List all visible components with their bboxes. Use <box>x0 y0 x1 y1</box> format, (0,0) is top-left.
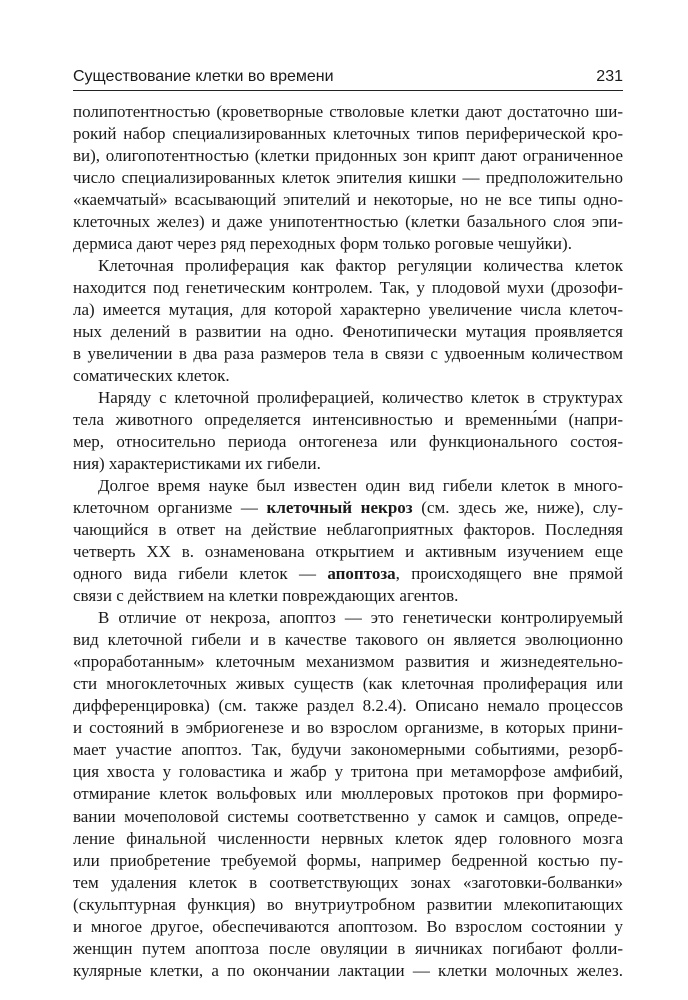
term-cell-necrosis: клеточный некроз <box>266 498 413 518</box>
text-line: «проработанным» клеточным механизмом развития и жизнедеятельно- <box>73 652 623 672</box>
text-line: четверть XX в. ознаменована открытием и активным изучением еще <box>73 542 623 562</box>
text-line: ви), олигопотентностью (клетки придонных зон крипт дают ограниченное <box>73 146 623 166</box>
text-line: рокий набор специализированных клеточных типов периферической кро- <box>73 124 623 144</box>
text-line: Наряду с клеточной пролиферацией, количество клеток в структурах <box>98 388 623 408</box>
paragraph-3 <box>73 387 623 475</box>
text-line: вид клеточной гибели и в качестве такового он является эволюционно <box>73 630 623 650</box>
text-line: ных делений в развитии на одно. Фенотипически мутация проявляется <box>73 322 623 342</box>
text-line: ция хвоста у головастика и жабр у тритона при метаморфозе амфибий, <box>73 762 623 782</box>
text-line: чающийся в ответ на действие неблагоприятных факторов. Последняя <box>73 520 623 540</box>
text-line: соматических клеток. <box>73 366 230 386</box>
text-line: связи с действием на клетки повреждающих агентов. <box>73 586 459 606</box>
text-line: Клеточная пролиферация как фактор регуляции количества клеток <box>98 256 623 276</box>
paragraph-5 <box>73 607 623 981</box>
text-line: клеточных желез) и даже унипотентностью (клетки базального слоя эпи- <box>73 212 623 232</box>
text-line: в увеличении в два раза размеров тела в связи с удвоенным количеством <box>73 344 623 364</box>
text-line: (скульптурная функция) во внутриутробном развитии млекопитающих <box>73 894 623 914</box>
text-line: число специализированных клеток эпителия кишки — предположительно <box>73 168 623 188</box>
text-line: тела животного определяется интенсивностью и временны́ми (напри- <box>73 410 623 430</box>
running-header <box>73 66 623 91</box>
paragraph-1 <box>73 101 623 255</box>
text-line <box>73 497 623 519</box>
text-line: или приобретение требуемой формы, например бедренной костью пу- <box>73 850 623 870</box>
text-line: полипотентностью (кроветворные стволовые клетки дают достаточно ши- <box>73 102 623 121</box>
text-line: отмирание клеток вольфовых или мюллеровых протоков при формиро- <box>73 784 623 804</box>
text-line: кулярные клетки, а по окончании лактации — клетки молочных желез. <box>73 960 623 980</box>
text-line <box>73 563 623 585</box>
text-run: клеточном организме — <box>73 498 267 518</box>
text-line: находится под генетическим контролем. Так, у плодовой мухи (дрозофи- <box>73 278 623 298</box>
paragraph-4 <box>73 475 623 607</box>
paragraph-2 <box>73 255 623 387</box>
text-run: одного вида гибели клеток — <box>73 564 328 584</box>
text-line: Долгое время науке был известен один вид гибели клеток в много- <box>98 476 623 496</box>
text-line: ление финальной численности нервных клеток ядер головного мозга <box>73 828 623 848</box>
text-line: и состояний в эмбриогенезе и во взрослом организме, в которых прини- <box>73 718 623 738</box>
page-number: 231 <box>596 68 623 85</box>
text-line: сти многоклеточных живых существ (как клеточная пролиферация или <box>73 674 623 694</box>
text-line: вании мочеполовой системы соответственно у самок и самцов, опреде- <box>73 806 623 826</box>
text-line: «каемчатый» всасывающий эпителий и некоторые, но не все типы одно- <box>73 190 623 210</box>
text-line: дифференцировка) (см. также раздел 8.2.4). Описано немало процессов <box>73 696 623 716</box>
text-line: женщин путем апоптоза после овуляции в яичниках погибают фолли- <box>73 938 623 958</box>
term-apoptosis: апоптоза <box>327 564 396 584</box>
text-line: тем удаления клеток в соответствующих зонах «заготовки-болванки» <box>73 872 623 892</box>
text-run: , происходящего вне прямой <box>395 564 623 584</box>
text-line: ния) характеристиками их гибели. <box>73 454 321 474</box>
text-line: В отличие от некроза, апоптоз — это генетически контролируемый <box>98 608 623 628</box>
text-line: мер, относительно периода онтогенеза или функционального состоя- <box>73 432 623 452</box>
text-run: (см. здесь же, ниже), слу- <box>412 498 623 518</box>
text-line: ла) имеется мутация, для которой характерно увеличение числа клеточ- <box>73 300 623 320</box>
running-title: Существование клетки во времени <box>73 68 334 85</box>
text-line: и многое другое, обеспечиваются апоптозом. Во взрослом состоянии у <box>73 916 623 936</box>
text-line: дермиса дают через ряд переходных форм только роговые чешуйки). <box>73 234 572 254</box>
body-text <box>73 101 623 982</box>
text-line: мает участие апоптоз. Так, будучи закономерными событиями, резорб- <box>73 740 623 760</box>
